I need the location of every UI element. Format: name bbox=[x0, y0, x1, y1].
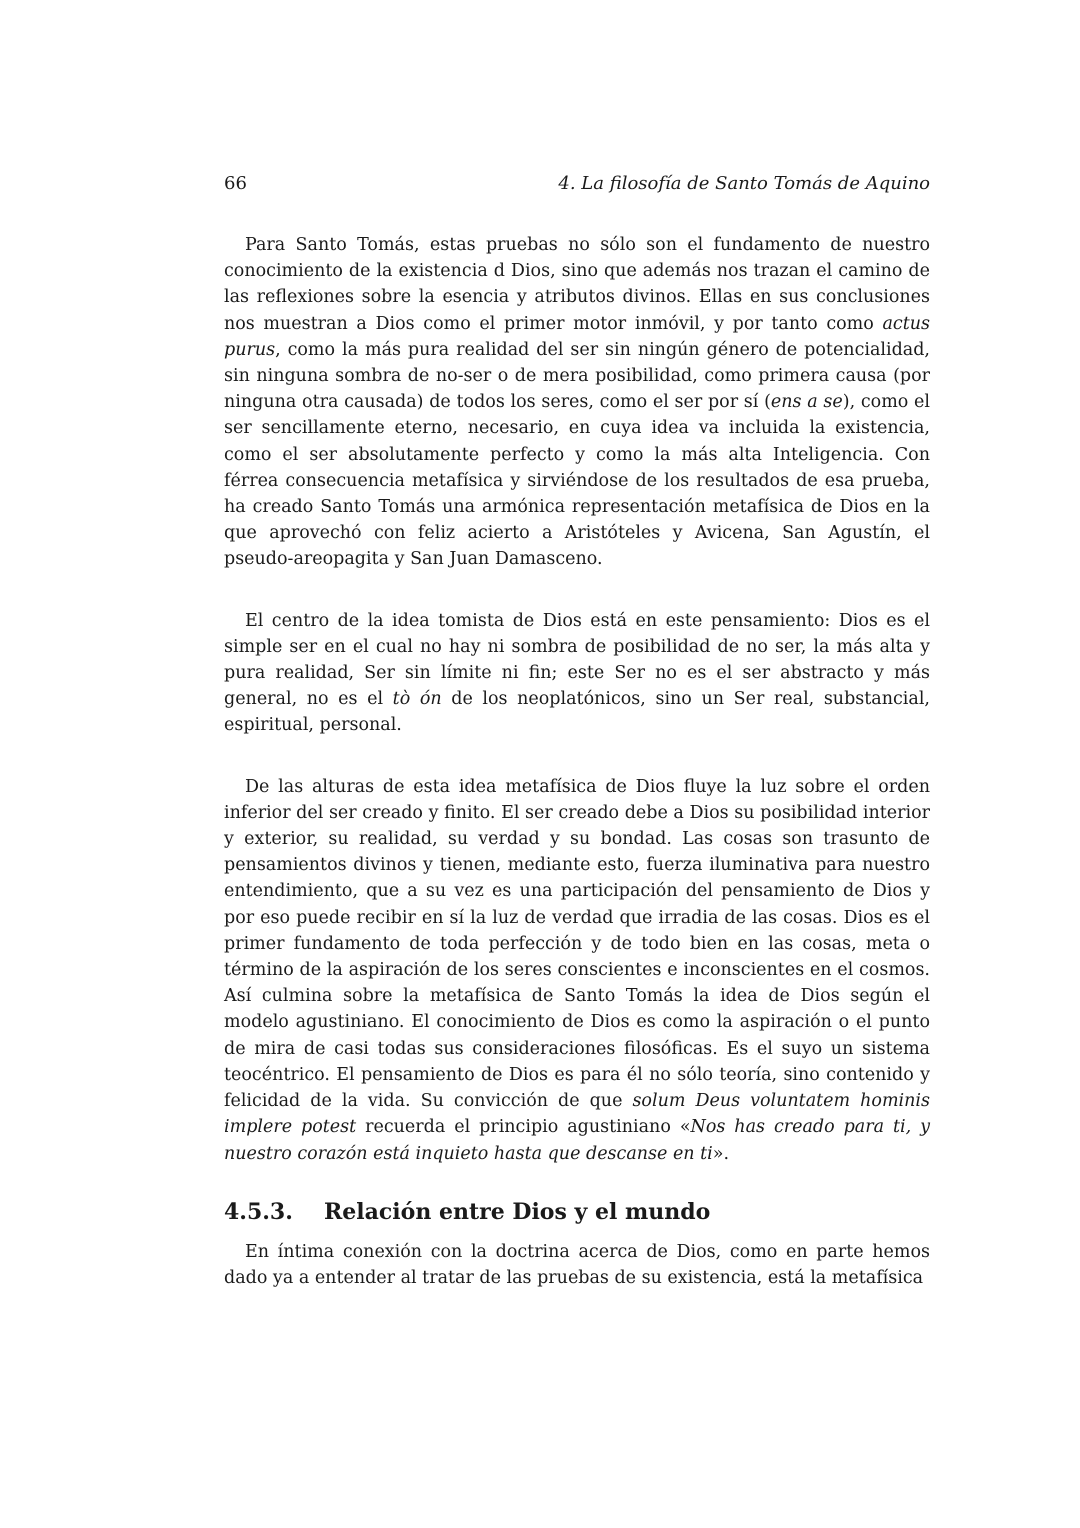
latin-term: actus purus bbox=[224, 313, 930, 360]
text-run: , como la más pura realidad del ser sin ningún género de potencialidad, sin ninguna sombra de no-ser o de mera posibilidad, como primera causa (por ninguna otra causada) de todos los seres, como el ser por sí ( bbox=[224, 339, 930, 413]
text-run: El centro de la idea tomista de Dios está en este pensamiento: Dios es el simple ser en el cual no hay ni sombra de posibilidad de no ser, la más alta y pura realidad, Ser sin límite ni fin; este Ser no es el ser abstracto y más general, no es el bbox=[224, 610, 930, 710]
paragraph-1 bbox=[224, 232, 930, 573]
text-run: De las alturas de esta idea metafísica de Dios fluye la luz sobre el orden inferior del ser creado y finito. El ser creado debe a Dios su posibilidad interior y exterior, su realidad, su verdad y su bondad. Las cosas son trasunto de pensamientos divinos y tienen, mediante esto, fuerza iluminativa para nuestro entendimiento, que a su vez es una participación del pensamiento de Dios y por eso puede recibir en sí la luz de verdad que irradia de las cosas. Dios es el primer fundamento de toda perfección y de todo bien en las cosas, meta o término de la aspiración de los seres conscientes e inconscientes en el cosmos. Así culmina sobre la metafísica de Santo Tomás la idea de Dios según el modelo agustiniano. El conocimiento de Dios es como la aspiración o el punto de mira de casi todas sus consideraciones filosóficas. Es el suyo un sistema teocéntrico. El pensamiento de Dios es para él no sólo teoría, sino contenido y felicidad de la vida. Su convicción de que bbox=[224, 776, 930, 1112]
text-run: Para Santo Tomás, estas pruebas no sólo son el fundamento de nuestro conocimiento de la existencia d Dios, sino que además nos trazan el camino de las reflexiones sobre la esencia y atributos divinos. Ellas en sus conclusiones nos muestran a Dios como el primer motor inmóvil, y por tanto como bbox=[224, 235, 930, 334]
section-number: 4.5.3. bbox=[224, 1198, 293, 1225]
page-number: 66 bbox=[224, 173, 247, 194]
running-head bbox=[224, 170, 930, 198]
paragraph-2 bbox=[224, 608, 930, 739]
latin-quote: solum Deus voluntatem hominis implere potest bbox=[224, 1091, 930, 1138]
latin-term: ens a se bbox=[770, 392, 843, 413]
greek-term: tò ón bbox=[392, 689, 442, 710]
paragraph-4: En íntima conexión con la doctrina acerca de Dios, como en parte hemos dado ya a entender al tratar de las pruebas de su existencia, está la metafísica bbox=[224, 1241, 930, 1288]
paragraph-3 bbox=[224, 774, 930, 1167]
book-page bbox=[224, 170, 930, 1291]
section-heading bbox=[224, 1197, 930, 1227]
text-run: ), como el ser sencillamente eterno, necesario, en cuya idea va incluida la existencia, como el ser absolutamente perfecto y como la más alta Inteligencia. Con férrea consecuencia metafísica y sirviéndose de los resultados de esa prueba, ha creado Santo Tomás una armónica representación metafísica de Dios en la que aprovechó con feliz acierto a Aristóteles y Avicena, San Agustín, el pseudo-areopagita y San Juan Damasceno. bbox=[224, 392, 931, 570]
section-title: Relación entre Dios y el mundo bbox=[324, 1198, 711, 1225]
text-run: ». bbox=[712, 1143, 730, 1164]
augustine-quote: Nos has creado para ti, y nuestro corazón está inquieto hasta que descanse en ti bbox=[224, 1117, 930, 1164]
text-run: de los neoplatónicos, sino un Ser real, substancial, espiritual, personal. bbox=[224, 689, 930, 736]
text-run: recuerda el principio agustiniano « bbox=[356, 1117, 691, 1138]
chapter-title: 4. La filosofía de Santo Tomás de Aquino bbox=[558, 173, 930, 194]
